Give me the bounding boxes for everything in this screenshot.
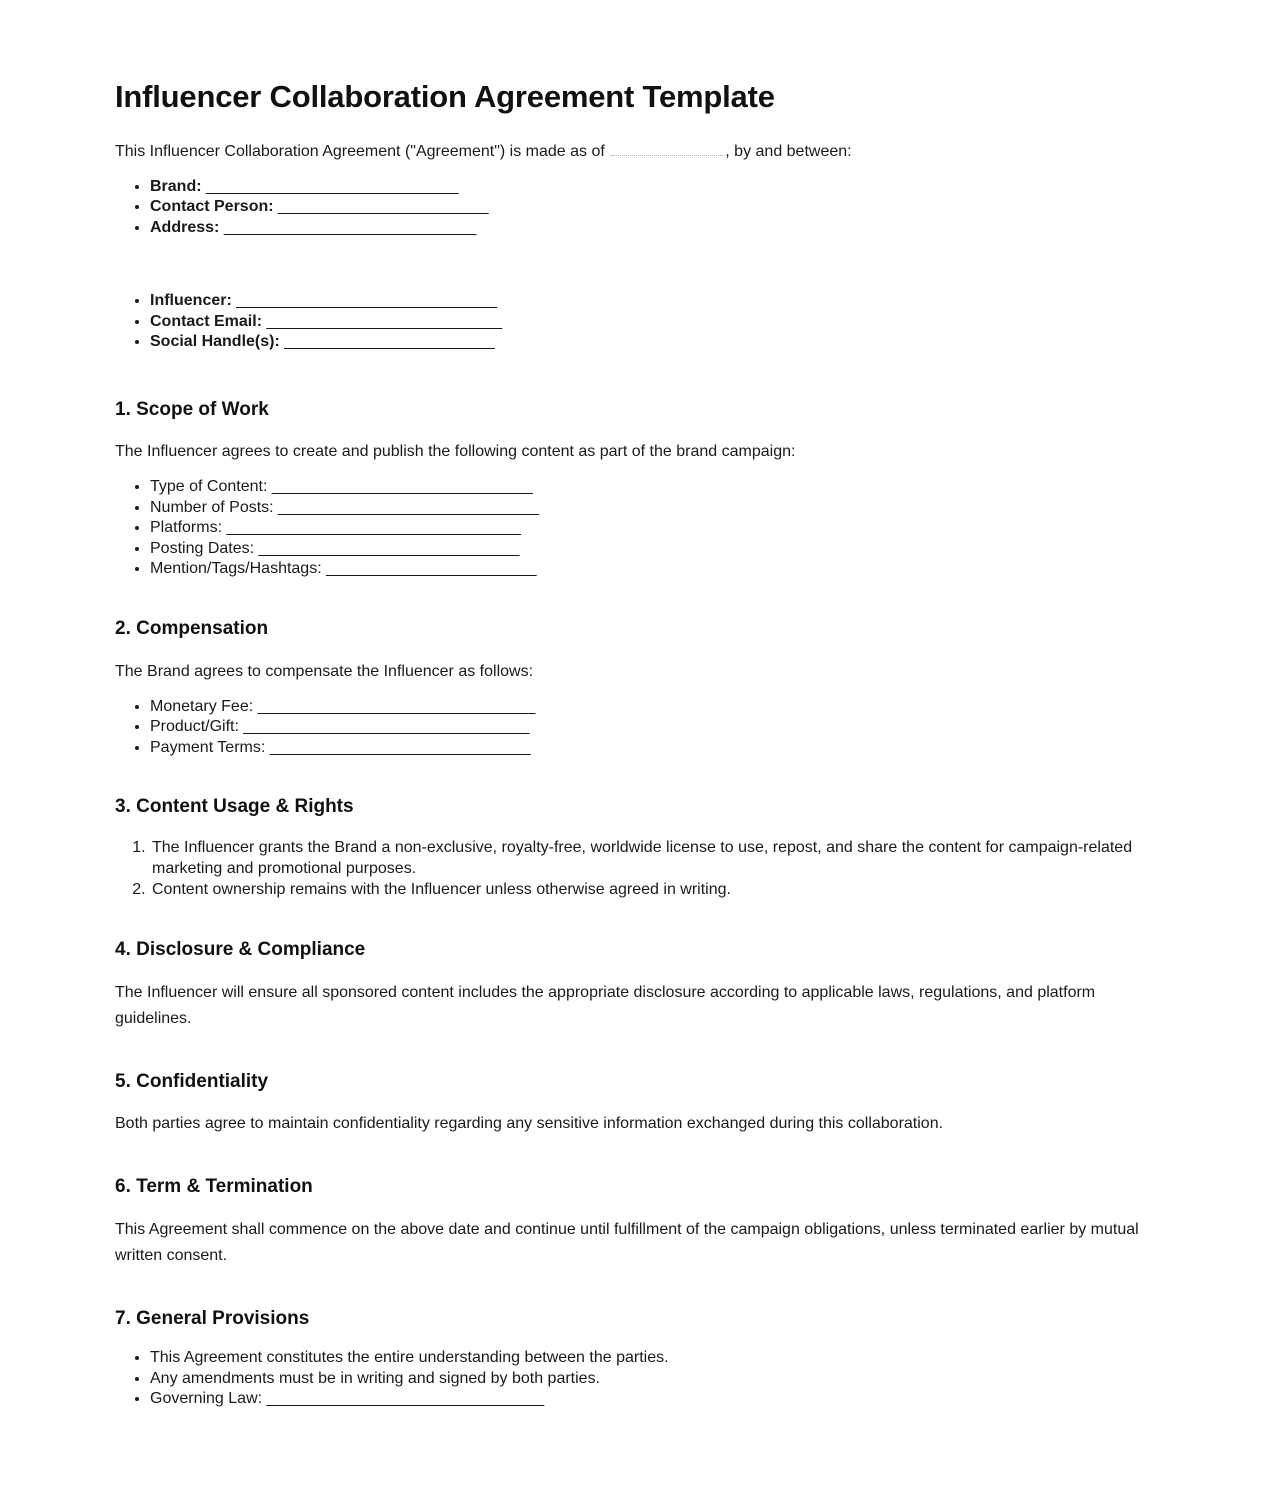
section-heading-term-termination: 6. Term & Termination [115,1176,313,1198]
party-separator [115,249,1148,279]
blank-line[interactable]: _________________________ [326,560,537,578]
page-title: Influencer Collaboration Agreement Template [115,79,775,114]
party-label: Social Handle(s): [150,333,280,351]
field-label: Monetary Fee: [150,697,254,715]
list-item [150,312,1148,332]
section-body-term-termination: This Agreement shall commence on the above date and continue until fulfillment of the campaign obligations, unless terminated earlier by mutual written consent. [115,1220,1139,1264]
blank-line[interactable]: ______________________________ [206,177,458,195]
field-label: Mention/Tags/Hashtags: [150,560,322,578]
party-label: Contact Email: [150,312,263,330]
blank-line[interactable]: _______________________________ [236,292,497,310]
influencer-party-list [115,291,1148,352]
list-item: 2. Content ownership remains with the Influencer unless otherwise agreed in writing. [150,879,1148,900]
party-label: Influencer: [150,292,232,310]
list-item [150,477,1148,497]
list-item [150,559,1148,579]
field-label: Payment Terms: [150,738,266,756]
section-heading-general-provisions: 7. General Provisions [115,1307,310,1329]
blank-line[interactable]: _________________________ [284,333,495,351]
blank-line[interactable]: ______________________________ [223,218,476,236]
party-label: Address: [150,218,220,236]
list-item [150,1389,1148,1409]
party-label: Brand: [150,177,202,195]
blank-line[interactable]: _______________________________ [271,478,533,496]
blank-line[interactable]: ____________________________ [266,312,502,330]
section-body-compensation: The Brand agrees to compensate the Influencer as follows: [115,662,534,680]
list-item [150,498,1148,518]
section-body-confidentiality: Both parties agree to maintain confidentiality regarding any sensitive information exchanged during this collaboration. [115,1115,944,1133]
list-item [150,518,1148,538]
field-label: Posting Dates: [150,539,255,557]
list-item [150,291,1148,311]
party-label: Contact Person: [150,198,274,216]
section-heading-confidentiality: 5. Confidentiality [115,1070,269,1092]
blank-line[interactable]: __________________________________ [243,718,529,736]
list-item [150,697,1148,717]
compensation-list [115,697,1148,758]
list-item [150,177,1148,197]
section-body-disclosure-compliance: The Influencer will ensure all sponsored content includes the appropriate disclosure according to applicable laws, regulations, and platform guidelines. [115,983,1096,1027]
field-label: Number of Posts: [150,498,274,516]
list-item: 1. The Influencer grants the Brand a non-exclusive, royalty-free, worldwide license to use, repost, and share the content for campaign-related marketing and promotional purposes. [150,837,1148,879]
blank-line[interactable]: _________________________________ [257,697,535,715]
list-item: • Any amendments must be in writing and signed by both parties. [150,1369,1148,1389]
list-item [150,332,1148,352]
list-item: • This Agreement constitutes the entire understanding between the parties. [150,1348,1148,1368]
blank-line[interactable]: _______________________________ [258,539,519,557]
section-heading-compensation: 2. Compensation [115,617,269,639]
date-blank-field[interactable] [611,140,723,156]
intro-text-after: , by and between: [725,142,852,160]
brand-party-list [115,177,1148,238]
section-body-scope-of-work: The Influencer agrees to create and publish the following content as part of the brand campaign: [115,443,796,461]
section-heading-content-usage-rights: 3. Content Usage & Rights [115,796,354,818]
field-label: Governing Law: [150,1390,263,1408]
blank-line[interactable]: _________________________________ [266,1390,544,1408]
list-item [150,218,1148,238]
scope-of-work-list [115,477,1148,579]
section-heading-scope-of-work: 1. Scope of Work [115,398,269,420]
field-label: Product/Gift: [150,718,239,736]
list-item [150,717,1148,737]
blank-line[interactable]: ___________________________________ [226,519,521,537]
section-heading-disclosure-compliance: 4. Disclosure & Compliance [115,939,366,961]
list-item [150,197,1148,217]
field-label: Type of Content: [150,478,268,496]
list-item [150,738,1148,758]
intro-text-before: This Influencer Collaboration Agreement ("Agreement") is made as of [115,142,605,160]
blank-line[interactable]: _________________________ [278,198,488,216]
field-label: Platforms: [150,519,223,537]
blank-line[interactable]: _______________________________ [278,498,539,516]
blank-line[interactable]: _______________________________ [269,738,531,756]
general-provisions-list [115,1348,1148,1409]
intro-paragraph [115,139,1148,165]
list-item [150,539,1148,559]
content-usage-rights-list [115,837,1148,900]
